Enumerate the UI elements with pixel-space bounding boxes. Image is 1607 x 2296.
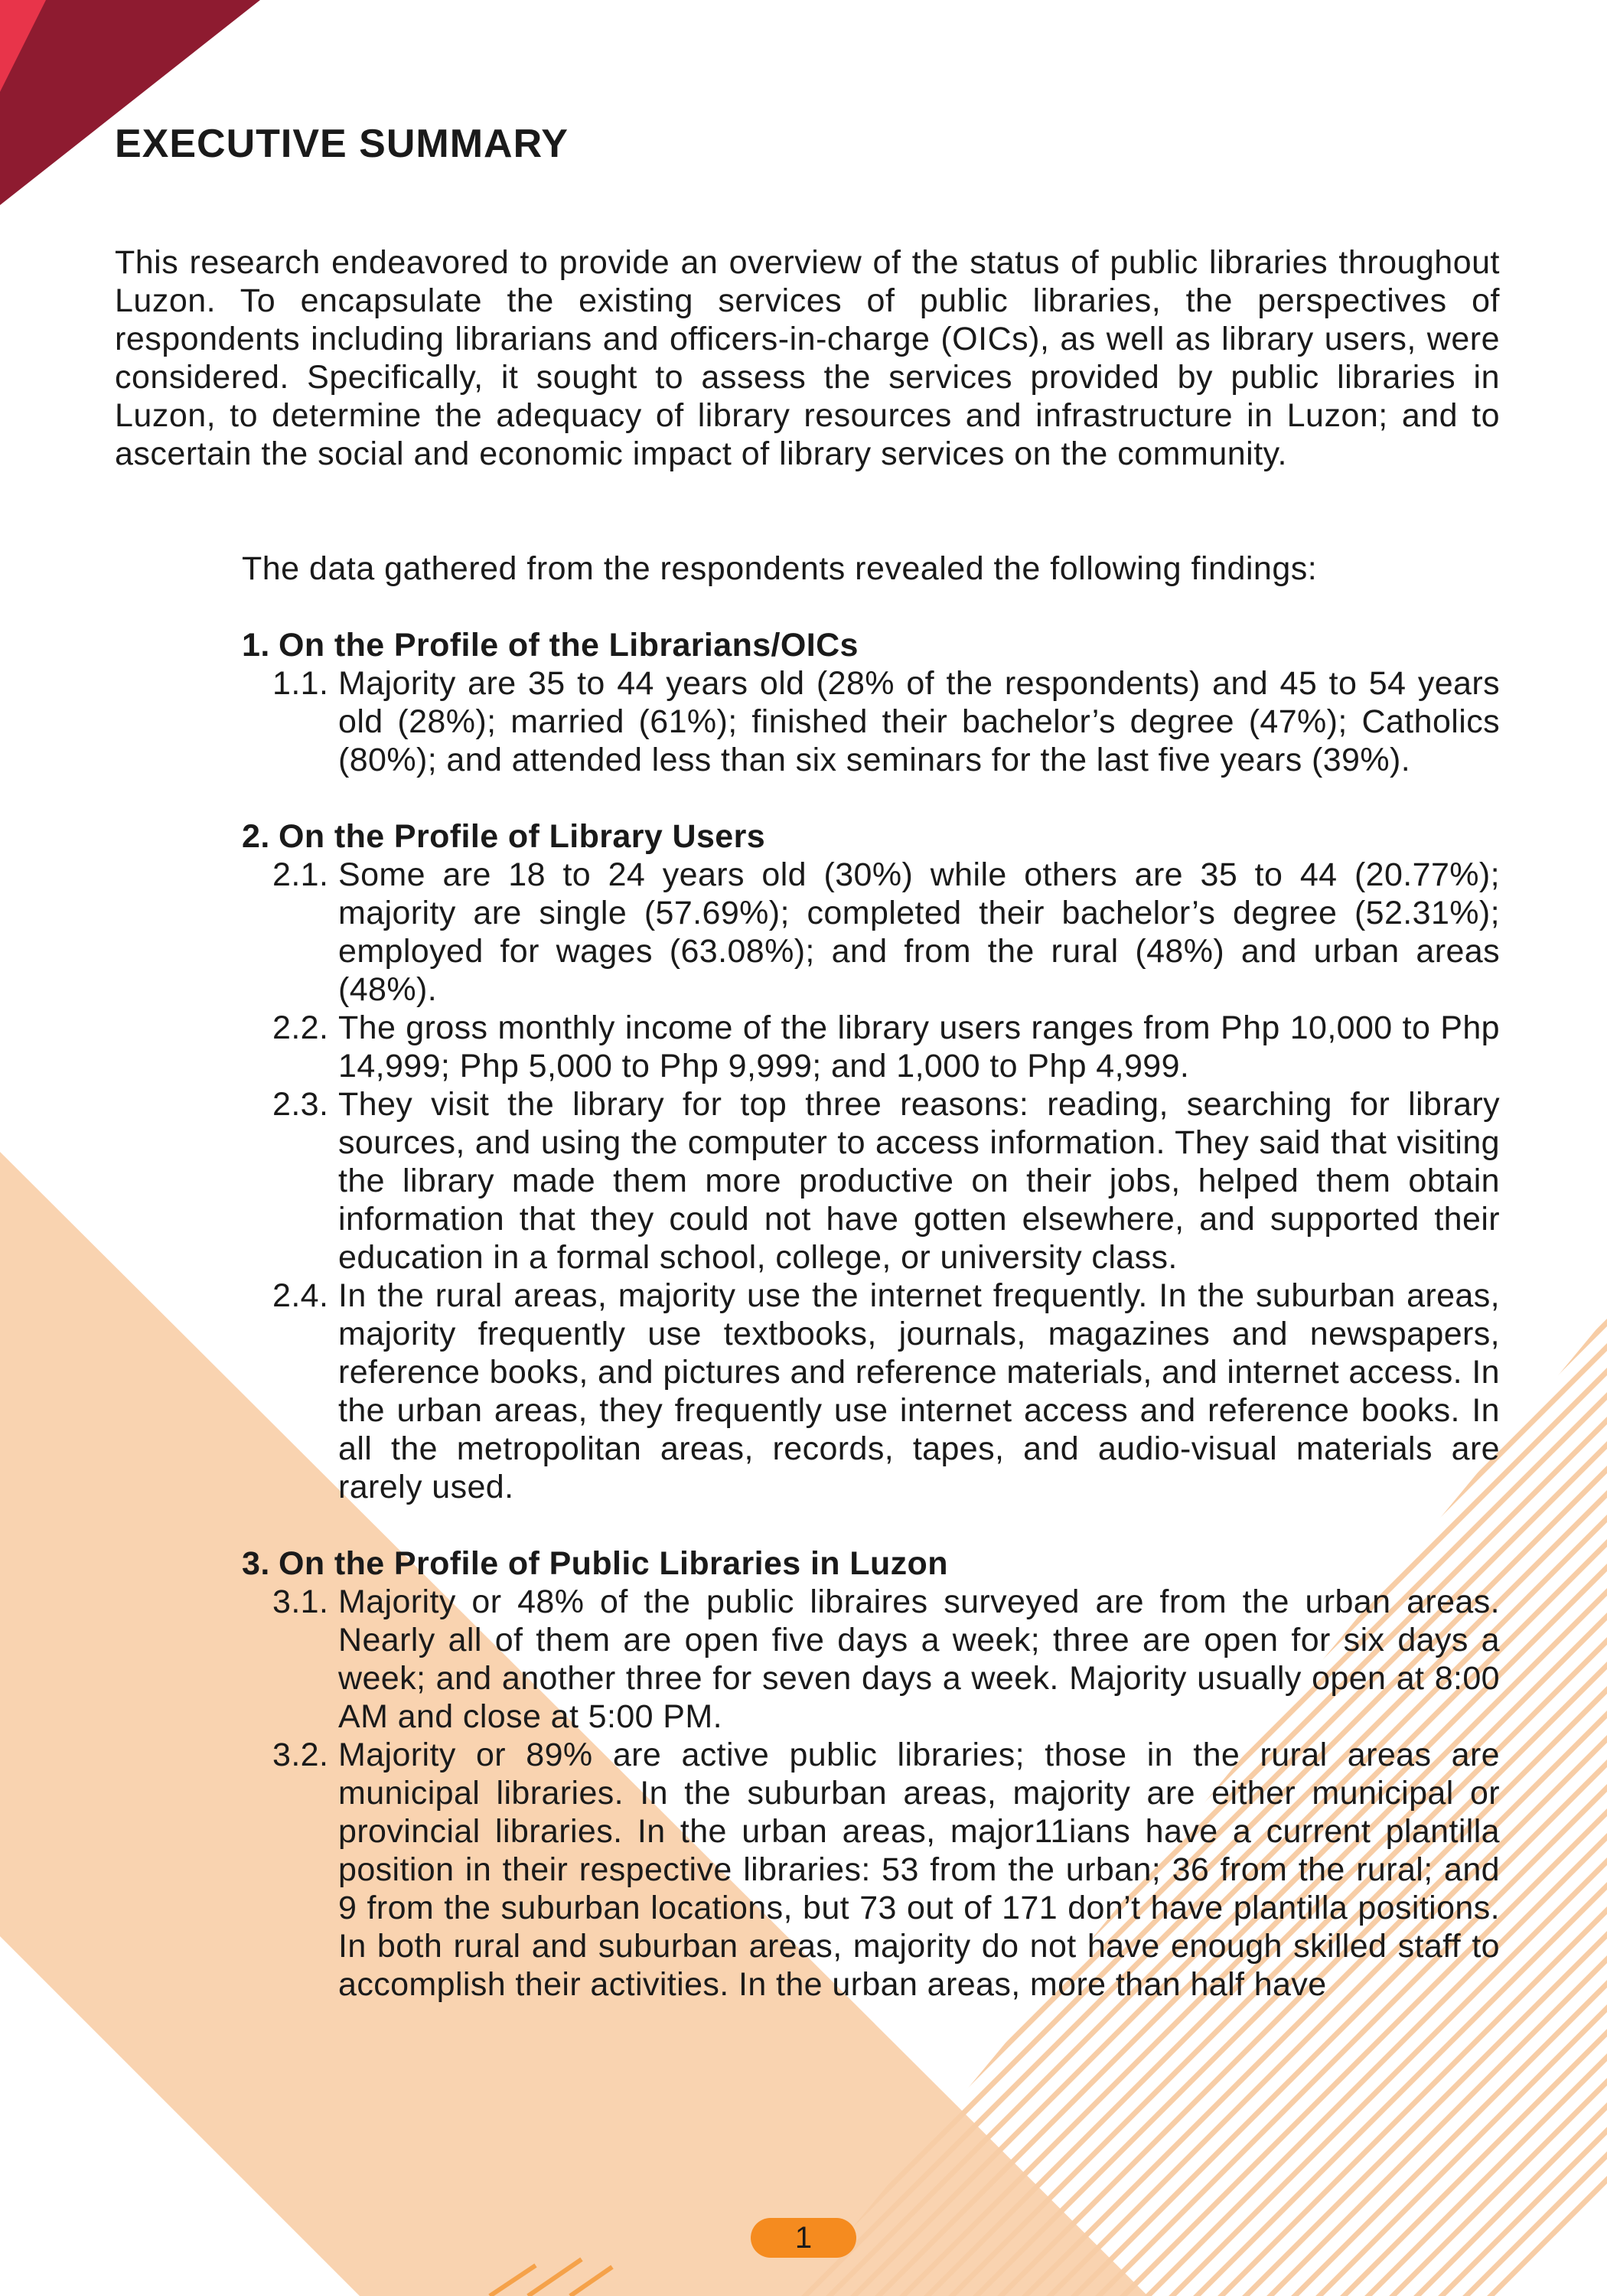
- finding-item: [242, 1583, 1500, 1736]
- finding-item: [242, 1736, 1500, 2004]
- findings-lead-sentence: The data gathered from the respondents revealed the following findings:: [242, 550, 1318, 587]
- section-title: On the Profile of Public Libraries in Luzon: [279, 1545, 948, 1582]
- finding-item: [242, 664, 1500, 779]
- section-heading: [242, 817, 1500, 856]
- finding-number: 2.2.: [272, 1009, 329, 1046]
- section-number: 2.: [242, 818, 270, 855]
- section-title: On the Profile of the Librarians/OICs: [279, 627, 859, 664]
- finding-text: Majority or 48% of the public libraires surveyed are from the urban areas. Nearly all of them are open five days a week; three are open for six days a week; and another three for seven days a week. Majority usually open at 8:00 AM and close at 5:00 PM.: [338, 1583, 1500, 1735]
- finding-text: The gross monthly income of the library users ranges from Php 10,000 to Php 14,999; Php 5,000 to Php 9,999; and 1,000 to Php 4,999.: [338, 1009, 1500, 1084]
- page-number-badge: 1: [751, 2218, 856, 2258]
- section-title: On the Profile of Library Users: [279, 818, 766, 855]
- finding-text: Majority or 89% are active public libraries; those in the rural areas are municipal libraries. In the suburban areas, majority are either municipal or provincial libraries. In the urban areas, major11ians have a current plantilla position in their respective libraries: 53 from the urban; 36 from the rural; and 9 from the suburban locations, but 73 out of 171 don’t have plantilla positions. In both rural and suburban areas, majority do not have enough skilled staff to accomplish their activities. In the urban areas, more than half have: [338, 1737, 1500, 2003]
- finding-number: 3.1.: [272, 1583, 329, 1620]
- findings-list: [242, 626, 1500, 2042]
- finding-item: [242, 1277, 1500, 1506]
- finding-number: 3.2.: [272, 1737, 329, 1773]
- section-heading: [242, 1544, 1500, 1583]
- section-heading: [242, 626, 1500, 664]
- finding-number: 2.3.: [272, 1086, 329, 1123]
- section-library-users-profile: [242, 817, 1500, 1506]
- finding-item: [242, 1085, 1500, 1277]
- finding-number: 2.4.: [272, 1277, 329, 1314]
- intro-paragraph: This research endeavored to provide an overview of the status of public libraries throughout Luzon. To encapsulate the existing services of public libraries, the perspectives of respondents including librarians and officers-in-charge (OICs), as well as library users, were considered. Specifically, it sought to assess the services provided by public libraries in Luzon, to determine the adequacy of library resources and infrastructure in Luzon; and to ascertain the social and economic impact of library services on the community.: [115, 244, 1500, 472]
- section-public-libraries-profile: [242, 1544, 1500, 2004]
- page-title: EXECUTIVE SUMMARY: [115, 122, 569, 166]
- section-librarian-profile: [242, 626, 1500, 779]
- finding-text: Majority are 35 to 44 years old (28% of the respondents) and 45 to 54 years old (28%); married (61%); finished their bachelor’s degree (47%); Catholics (80%); and attended less than six seminars for the last five years (39%).: [338, 665, 1500, 778]
- finding-number: 1.1.: [272, 665, 329, 702]
- section-number: 1.: [242, 627, 270, 664]
- section-number: 3.: [242, 1545, 270, 1582]
- finding-number: 2.1.: [272, 856, 329, 893]
- finding-text: In the rural areas, majority use the internet frequently. In the suburban areas, majority frequently use textbooks, journals, magazines and newspapers, reference books, and pictures and reference materials, and internet access. In the urban areas, they frequently use internet access and reference books. In all the metropolitan areas, records, tapes, and audio-visual materials are rarely used.: [338, 1277, 1500, 1505]
- finding-text: Some are 18 to 24 years old (30%) while others are 35 to 44 (20.77%); majority are single (57.69%); completed their bachelor’s degree (52.31%); employed for wages (63.08%); and from the rural (48%) and urban areas (48%).: [338, 856, 1500, 1008]
- finding-item: [242, 856, 1500, 1009]
- finding-item: [242, 1009, 1500, 1085]
- finding-text: They visit the library for top three reasons: reading, searching for library sources, and using the computer to access information. They said that visiting the library made them more productive on their jobs, helped them obtain information that they could not have gotten elsewhere, and supported their education in a formal school, college, or university class.: [338, 1086, 1500, 1276]
